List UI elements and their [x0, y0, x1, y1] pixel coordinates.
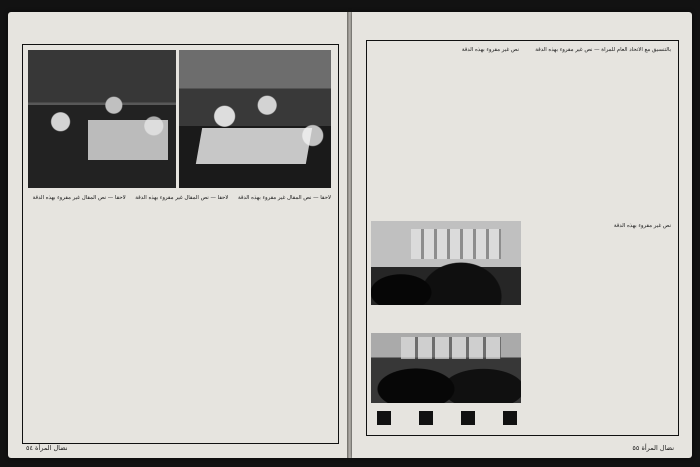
page-footer-right: نضال المرأة ٥٥ — [632, 444, 674, 452]
article-column: بالتنسيق مع الاتحاد العام للمرأة — نص غير مقروء بهذه الدقة — [535, 47, 671, 53]
classroom-photo-children-at-table — [28, 50, 176, 188]
black-square — [503, 411, 517, 425]
right-article-columns-top — [373, 47, 671, 219]
exhibition-photo-crowd — [371, 221, 521, 305]
left-page — [8, 12, 348, 458]
classroom-photo-children-drawing — [179, 50, 331, 188]
decorative-squares — [377, 411, 517, 427]
left-article-columns — [29, 195, 331, 433]
black-square — [377, 411, 391, 425]
gathering-photo-women — [371, 333, 521, 403]
black-square — [461, 411, 475, 425]
right-article-columns-bottom — [523, 223, 671, 429]
black-square — [419, 411, 433, 425]
page-footer-left: نضال المرأة ٥٤ — [26, 444, 68, 452]
right-page — [352, 12, 692, 458]
article-column: نص غير مقروء بهذه الدقة — [461, 47, 519, 53]
article-column: لاحقاً — نص المقال غير مقروء بهذه الدقة — [237, 195, 331, 201]
left-page-frame — [22, 44, 339, 444]
right-page-frame — [366, 40, 679, 436]
article-column: نص غير مقروء بهذه الدقة — [613, 223, 671, 229]
article-column: لاحقاً — نص المقال غير مقروء بهذه الدقة — [32, 195, 126, 201]
article-column: لاحقاً — نص المقال غير مقروء بهذه الدقة — [135, 195, 229, 201]
